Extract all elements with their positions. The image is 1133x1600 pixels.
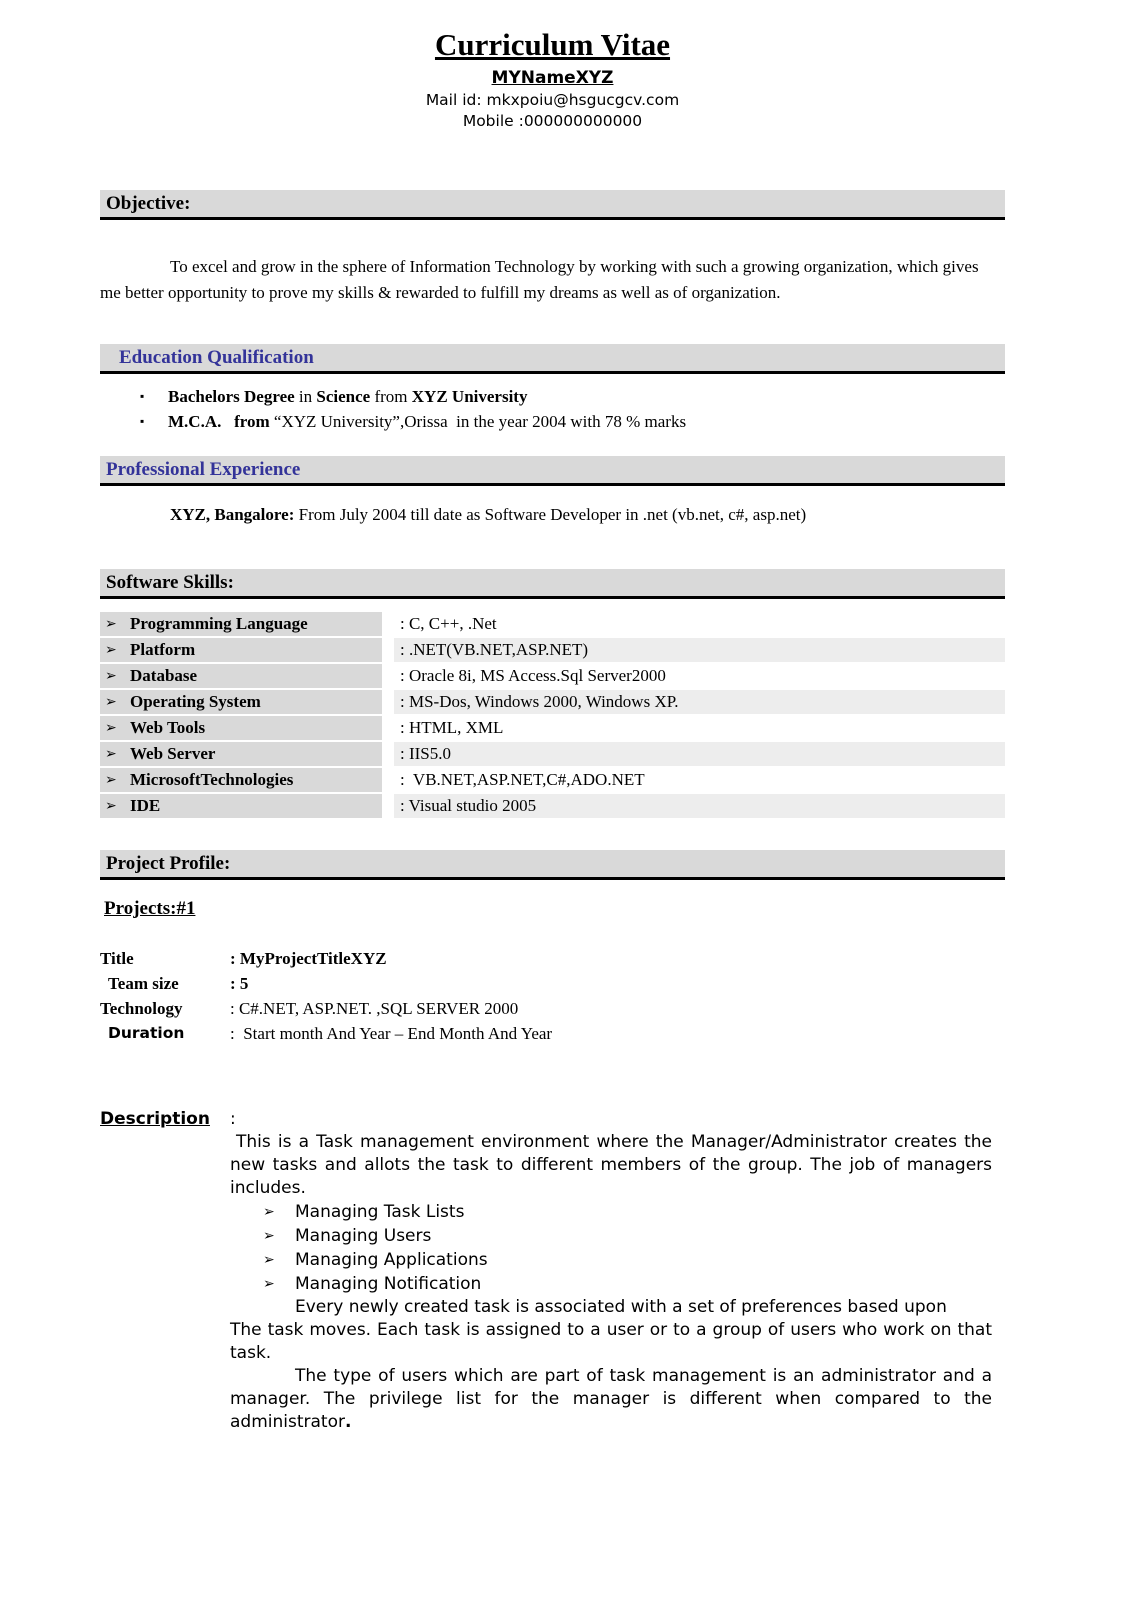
- skill-label-cell: [100, 716, 382, 740]
- description-heading-row: [100, 1108, 1005, 1131]
- skill-label-cell: [100, 690, 382, 714]
- project-heading: Project Profile:: [106, 852, 231, 874]
- project-field-label: Team size: [108, 974, 179, 993]
- arrow-bullet-icon: ➢: [263, 1276, 275, 1292]
- description-body: [230, 1131, 992, 1434]
- description-bullet-item: [230, 1272, 992, 1296]
- arrow-bullet-icon: ➢: [105, 798, 117, 814]
- education-segment: in: [294, 387, 317, 406]
- skill-label-cell: [100, 638, 382, 662]
- education-segment: “XYZ University”,Orissa in the year 2004 with 78 % marks: [273, 412, 687, 431]
- mobile-line: Mobile :000000000000: [462, 112, 643, 130]
- skill-value: : C, C++, .Net: [400, 614, 497, 633]
- objective-paragraph: To excel and grow in the sphere of Information Technology by working with such a growing organization, which gives me better opportunity to prove my skills & rewarded to fulfill my dreams as well as of organization.: [100, 257, 979, 302]
- skills-table: [100, 612, 1005, 818]
- project-field-label: Duration: [108, 1024, 185, 1042]
- skill-label: Web Tools: [130, 718, 206, 737]
- projects-subheading: Projects:#1: [104, 898, 196, 919]
- arrow-bullet-icon: ➢: [105, 720, 117, 736]
- description-section: [100, 1108, 1005, 1434]
- skill-value: : .NET(VB.NET,ASP.NET): [394, 638, 1005, 662]
- description-bullet-text: Managing Applications: [295, 1250, 488, 1270]
- skill-row: [100, 794, 1005, 818]
- education-item-text: [168, 384, 527, 409]
- project-field-value: : Start month And Year – End Month And Year: [230, 1024, 553, 1043]
- description-bullet-text: Managing Task Lists: [295, 1202, 465, 1222]
- skill-label: IDE: [130, 796, 161, 815]
- description-bullet-item: [230, 1200, 992, 1224]
- skills-section-bar: [100, 569, 1005, 599]
- skill-row: [100, 638, 1005, 662]
- skill-value: : VB.NET,ASP.NET,C#,ADO.NET: [400, 770, 645, 789]
- project-field-value: : 5: [230, 974, 249, 993]
- project-field-row: [100, 996, 1005, 1021]
- arrow-bullet-icon: ➢: [105, 694, 117, 710]
- project-field-label: Technology: [100, 999, 183, 1018]
- arrow-bullet-icon: ➢: [263, 1228, 275, 1244]
- company-name: XYZ, Bangalore:: [170, 505, 295, 524]
- page-title: Curriculum Vitae: [434, 27, 671, 62]
- skill-label-cell: [100, 612, 382, 636]
- education-item: [100, 409, 1005, 434]
- email-line: Mail id: mkxpoiu@hsgucgcv.com: [425, 91, 680, 109]
- skill-label-cell: [100, 768, 382, 792]
- arrow-bullet-icon: ➢: [263, 1204, 275, 1220]
- education-item: [100, 384, 1005, 409]
- skill-value: : HTML, XML: [400, 718, 504, 737]
- arrow-bullet-icon: ➢: [105, 616, 117, 632]
- education-segment: XYZ University: [411, 387, 528, 406]
- education-section-bar: [100, 344, 1005, 374]
- skill-label: Operating System: [130, 692, 261, 711]
- description-paragraph-end: .: [344, 1412, 352, 1432]
- project-field-label: Title: [100, 949, 134, 968]
- square-bullet-icon: ▪: [140, 414, 145, 428]
- project-field-row: [100, 1021, 1005, 1046]
- skill-label: Web Server: [130, 744, 216, 763]
- objective-section-bar: [100, 190, 1005, 220]
- skill-label: Platform: [130, 640, 196, 659]
- description-colon: :: [230, 1109, 236, 1129]
- objective-heading: Objective:: [106, 192, 191, 214]
- description-bullet-text: Managing Notification: [295, 1274, 482, 1294]
- education-heading: Education Qualification: [119, 346, 314, 368]
- experience-line: [100, 502, 1005, 527]
- header: [100, 26, 1005, 132]
- skill-row: [100, 742, 1005, 766]
- project-field-value: : C#.NET, ASP.NET. ,SQL SERVER 2000: [230, 999, 519, 1018]
- experience-detail: From July 2004 till date as Software Developer in .net (vb.net, c#, asp.net): [294, 505, 807, 524]
- arrow-bullet-icon: ➢: [105, 642, 117, 658]
- description-heading: Description: [100, 1109, 210, 1129]
- education-item-text: [168, 409, 686, 434]
- skill-label-cell: [100, 742, 382, 766]
- education-segment: Bachelors Degree: [168, 387, 295, 406]
- education-list: [100, 384, 1005, 434]
- candidate-name: MYNameXYZ: [491, 68, 614, 88]
- description-bullet-text: Managing Users: [295, 1226, 432, 1246]
- skill-value: : Visual studio 2005: [394, 794, 1005, 818]
- project-section-bar: [100, 850, 1005, 880]
- arrow-bullet-icon: ➢: [105, 746, 117, 762]
- education-segment: M.C.A. from: [168, 412, 274, 431]
- project-fields: [100, 946, 1005, 1046]
- description-bullet-list: [230, 1200, 992, 1296]
- education-segment: Science: [316, 387, 371, 406]
- square-bullet-icon: ▪: [140, 389, 145, 403]
- description-bullet-item: [230, 1248, 992, 1272]
- arrow-bullet-icon: ➢: [105, 668, 117, 684]
- project-field-row: [100, 971, 1005, 996]
- description-paragraph: [230, 1365, 992, 1434]
- description-paragraph: The task moves. Each task is assigned to a user or to a group of users who work on that task.: [230, 1320, 992, 1363]
- arrow-bullet-icon: ➢: [105, 772, 117, 788]
- skill-label-cell: [100, 664, 382, 688]
- education-segment: from: [370, 387, 412, 406]
- skill-value: : IIS5.0: [394, 742, 1005, 766]
- skill-label: Database: [130, 666, 198, 685]
- skills-heading: Software Skills:: [106, 571, 234, 593]
- skill-label-cell: [100, 794, 382, 818]
- skill-label: Programming Language: [130, 614, 308, 633]
- skill-value: : MS-Dos, Windows 2000, Windows XP.: [394, 690, 1005, 714]
- description-paragraph: Every newly created task is associated with a set of preferences based upon: [295, 1297, 947, 1317]
- project-field-value: : MyProjectTitleXYZ: [230, 949, 387, 968]
- experience-heading: Professional Experience: [106, 458, 301, 480]
- skill-value: : Oracle 8i, MS Access.Sql Server2000: [400, 666, 666, 685]
- arrow-bullet-icon: ➢: [263, 1252, 275, 1268]
- skill-row: [100, 690, 1005, 714]
- skill-label: MicrosoftTechnologies: [130, 770, 294, 789]
- skill-row: [100, 612, 1005, 636]
- project-field-row: [100, 946, 1005, 971]
- skill-row: [100, 664, 1005, 688]
- skill-row: [100, 716, 1005, 740]
- description-paragraph: This is a Task management environment where the Manager/Administrator creates the new tasks and allots the task to different members of the group. The job of managers includes.: [230, 1132, 992, 1198]
- experience-section-bar: [100, 456, 1005, 486]
- skill-row: [100, 768, 1005, 792]
- description-bullet-item: [230, 1224, 992, 1248]
- description-paragraph-text: The type of users which are part of task management is an administrator and a manager. The privilege list for the manager is different when compared to the administrator: [230, 1366, 992, 1432]
